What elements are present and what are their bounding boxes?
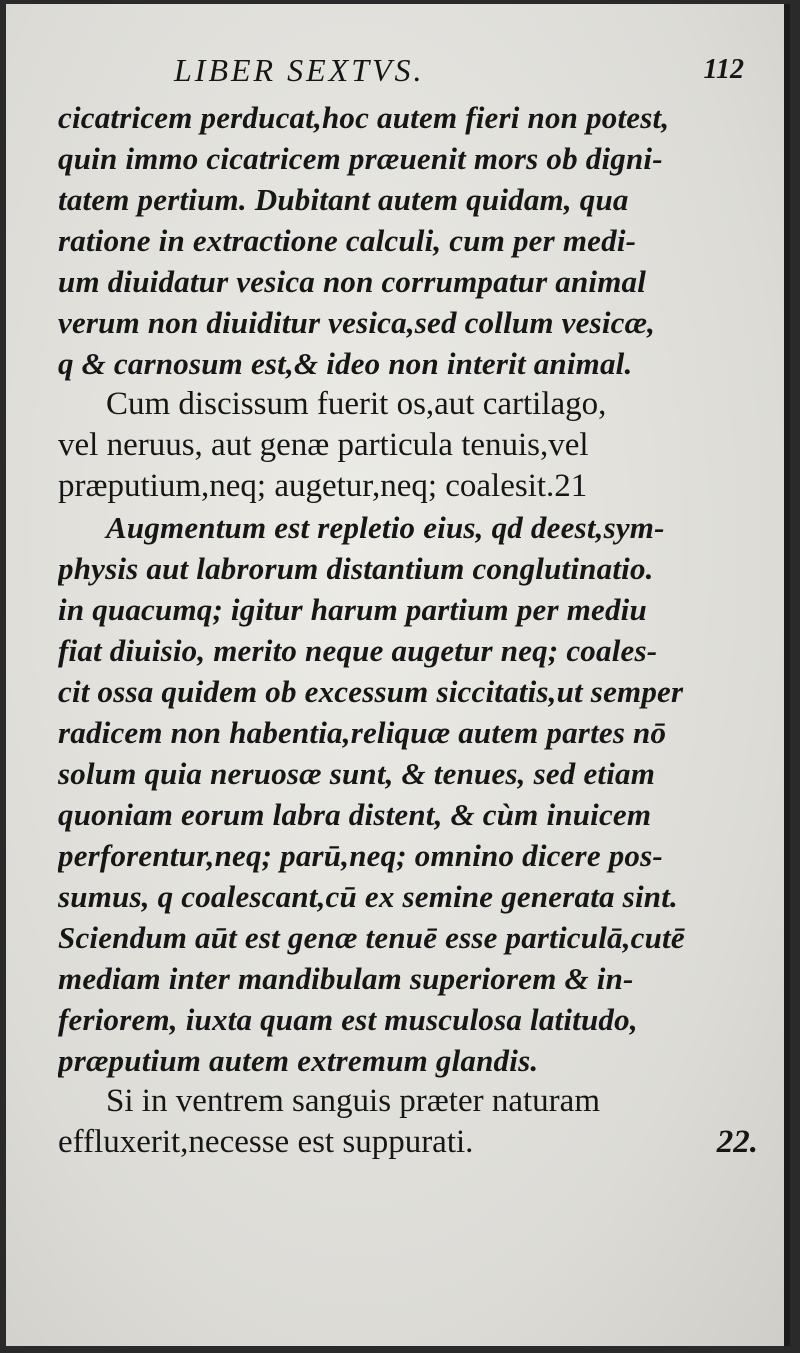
- text-line: [58, 384, 758, 425]
- text-line: [58, 630, 758, 671]
- text-line-content: feriorem, iuxta quam est musculosa latitudo,: [58, 1002, 638, 1037]
- text-line-content: in quacumq; igitur harum partium per mediu: [58, 592, 647, 627]
- running-title: LIBER SEXTVS.: [174, 52, 425, 88]
- text-line-content: perforentur,neq; parū,neq; omnino dicere pos-: [58, 838, 663, 873]
- text-line: [58, 343, 758, 384]
- text-line: [58, 958, 758, 999]
- text-line-content: ratione in extractione calculi, cum per medi-: [58, 223, 637, 258]
- text-line-content: solum quia neruosæ sunt, & tenues, sed etiam: [58, 756, 656, 791]
- text-line: [58, 589, 758, 630]
- text-line: [58, 261, 758, 302]
- text-line-content: vel neruus, aut genæ particula tenuis,vel: [58, 427, 589, 463]
- text-line: [58, 671, 758, 712]
- text-line: [58, 753, 758, 794]
- text-line: [58, 302, 758, 343]
- text-line-content: mediam inter mandibulam superiorem & in-: [58, 961, 634, 996]
- text-line: [58, 466, 758, 507]
- text-line: [58, 1081, 758, 1122]
- text-line-content: verum non diuiditur vesica,sed collum vesicæ,: [58, 305, 656, 340]
- text-line: [58, 917, 758, 958]
- page-number: 112: [703, 54, 744, 85]
- text-line: [58, 712, 758, 753]
- page-header: [6, 52, 784, 96]
- text-line-content: Si in ventrem sanguis præter naturam: [106, 1083, 600, 1119]
- text-line: [58, 507, 758, 548]
- text-line-content: um diuidatur vesica non corrumpatur animal: [58, 264, 647, 299]
- text-line-content: q & carnosum est,& ideo non interit animal.: [58, 346, 633, 381]
- text-line-content: præputium,neq; augetur,neq; coalesit.21: [58, 468, 588, 504]
- text-line-content: cit ossa quidem ob excessum siccitatis,ut semper: [58, 674, 684, 709]
- text-line: [58, 794, 758, 835]
- text-line: [58, 1040, 758, 1081]
- text-line-content: quoniam eorum labra distent, & cùm inuicem: [58, 797, 652, 832]
- text-line-content: quin immo cicatricem præuenit mors ob digni-: [58, 141, 663, 176]
- body-text: [58, 97, 758, 1163]
- text-line-content: Sciendum aūt est genæ tenuē esse particulā,cutē: [58, 920, 685, 955]
- text-line: [58, 1122, 758, 1163]
- text-line: [58, 425, 758, 466]
- text-line-content: cicatricem perducat,hoc autem fieri non potest,: [58, 100, 670, 135]
- text-line-content: Augmentum est repletio eius, qd deest,sym-: [106, 510, 665, 545]
- text-line-content: fiat diuisio, merito neque augetur neq; coales-: [58, 633, 658, 668]
- text-line-content: Cum discissum fuerit os,aut cartilago,: [106, 386, 607, 422]
- text-line: [58, 548, 758, 589]
- text-line: [58, 97, 758, 138]
- text-line: [58, 999, 758, 1040]
- section-number: 22.: [716, 1124, 758, 1160]
- book-page: [6, 4, 790, 1346]
- text-line-content: tatem pertium. Dubitant autem quidam, qua: [58, 182, 629, 217]
- text-line: [58, 835, 758, 876]
- text-line: [58, 138, 758, 179]
- text-line-content: sumus, q coalescant,cū ex semine generata sint.: [58, 879, 678, 914]
- text-line: [58, 876, 758, 917]
- text-line-content: præputium autem extremum glandis.: [58, 1043, 539, 1078]
- text-line-content: physis aut labrorum distantium conglutinatio.: [58, 551, 654, 586]
- text-line-content: effluxerit,necesse est suppurati.: [58, 1124, 474, 1160]
- text-line: [58, 179, 758, 220]
- text-line-content: radicem non habentia,reliquæ autem partes nō: [58, 715, 667, 750]
- text-line: [58, 220, 758, 261]
